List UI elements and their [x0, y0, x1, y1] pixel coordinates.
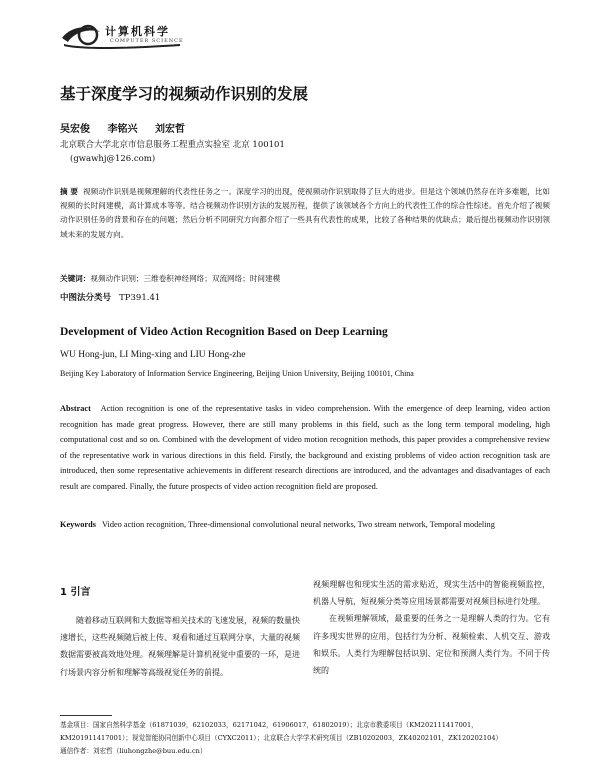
- paper-title-zh: 基于深度学习的视频动作识别的发展: [60, 85, 309, 103]
- journal-subtitle: COMPUTER SCIENCE: [110, 38, 184, 44]
- footnote-funding-2: KM201911417001）；视觉智能协同创新中心项目（CYXC2011）；北京联合大学学术研究项目（ZB10202003，ZK40202101，ZK120202104）: [60, 734, 503, 742]
- footnote: [60, 719, 555, 758]
- authors-zh: 吴宏俊 李铭兴 刘宏哲: [60, 124, 185, 135]
- clc-label: 中图法分类号: [60, 293, 112, 303]
- affiliation-zh: 北京联合大学北京市信息服务工程重点实验室 北京 100101: [60, 140, 285, 150]
- keywords-zh: [60, 273, 280, 284]
- abstract-en: [60, 401, 550, 494]
- intro-paragraph-1: 随着移动互联网和大数据等相关技术的飞速发展，视频的数量快速增长，这些视频随后被上传、观看和通过互联网分享，大量的视频数据需要被高效地处理。视频理解是计算机视觉中重要的一环，是进行场景内容分析和理解等高级视觉任务的前提。: [60, 616, 300, 677]
- authors-en: WU Hong-jun, LI Ming-xing and LIU Hong-zhe: [60, 350, 246, 360]
- abstract-en-label: Abstract: [60, 404, 91, 413]
- clc-value: TP391.41: [119, 293, 161, 303]
- abstract-zh-text: 视频动作识别是视频理解的代表性任务之一。深度学习的出现，使视频动作识别取得了巨大的进步。但是这个领域仍然存在许多难题，比如视频的长时间建模，高计算成本等等。结合视频动作识别方法的发展历程，提供了该领域各个方向上的代表性工作的综合性综述。首先介绍了视频动作识别任务的背景和存在的问题；然后分析不同研究方向都介绍了一些具有代表性的成果，比较了各种结果的优缺点；最后提出视频动作识别领域未来的发展方向。: [60, 187, 551, 239]
- affiliation-en: Beijing Key Laboratory of Information Service Engineering, Beijing Union University, Beijing 100101, China: [60, 369, 414, 378]
- keywords-en-label: Keywords: [60, 520, 96, 529]
- intro-paragraph-continued: 视频理解也和现实生活的需求贴近，现实生活中的智能视频监控，机器人导航，短视频分类等应用场景都需要对视频目标进行处理。: [313, 580, 550, 607]
- footnote-corresponding: 通信作者：刘宏哲（liuhongzhe@buu.edu.cn）: [60, 747, 207, 755]
- paper-title-en: Development of Video Action Recognition Based on Deep Learning: [60, 326, 388, 338]
- logo-swoosh-lower: [64, 44, 180, 49]
- keywords-zh-label: 关键词：: [60, 274, 91, 283]
- keywords-en-text: Video action recognition, Three-dimensional convolutional neural networks, Two stream network, Temporal modeling: [102, 520, 495, 529]
- footnote-rule: [60, 715, 112, 716]
- body-column-right: [313, 576, 550, 679]
- keywords-zh-text: 视频动作识别；三维卷积神经网络；双流网络；时间建模: [90, 274, 281, 283]
- abstract-zh: [60, 185, 550, 242]
- abstract-en-text: Action recognition is one of the representative tasks in video comprehension. With the emergence of deep learning, video action recognition has made great progress. However, there are still many problems in this field, such as the long term temporal modeling, high computational cost and so on. Combined with the development of video motion recognition methods, this paper provides a comprehensive review of the representative work in various directions in this field. Firstly, the background and existing problems of video action recognition task are introduced, then some representative achievements in different research directions are introduced, and the advantages and disadvantages of each result are compared. Finally, the future prospects of video action recognition field are proposed.: [60, 404, 551, 491]
- footnote-funding-1: 基金项目：国家自然科学基金（61871039，62102033，62171042，61906017，61802019）；北京市教委项目（KM202111417001，: [60, 721, 478, 729]
- keywords-en: [60, 517, 550, 533]
- intro-paragraph-2: 在视频理解领域，最重要的任务之一是理解人类的行为。它有许多现实世界的应用，包括行为分析、视频检索、人机交互、游戏和娱乐。人类行为理解包括识别、定位和预测人类行为。不同于传统的: [313, 614, 550, 676]
- journal-name: 计算机科学: [105, 25, 170, 38]
- body-column-left: [60, 612, 300, 681]
- abstract-zh-label: 摘 要: [60, 187, 79, 196]
- author-email: (gwawhj@126.com): [70, 154, 156, 164]
- section-heading-intro: 1 引言: [60, 587, 91, 598]
- clc-number: [60, 291, 160, 303]
